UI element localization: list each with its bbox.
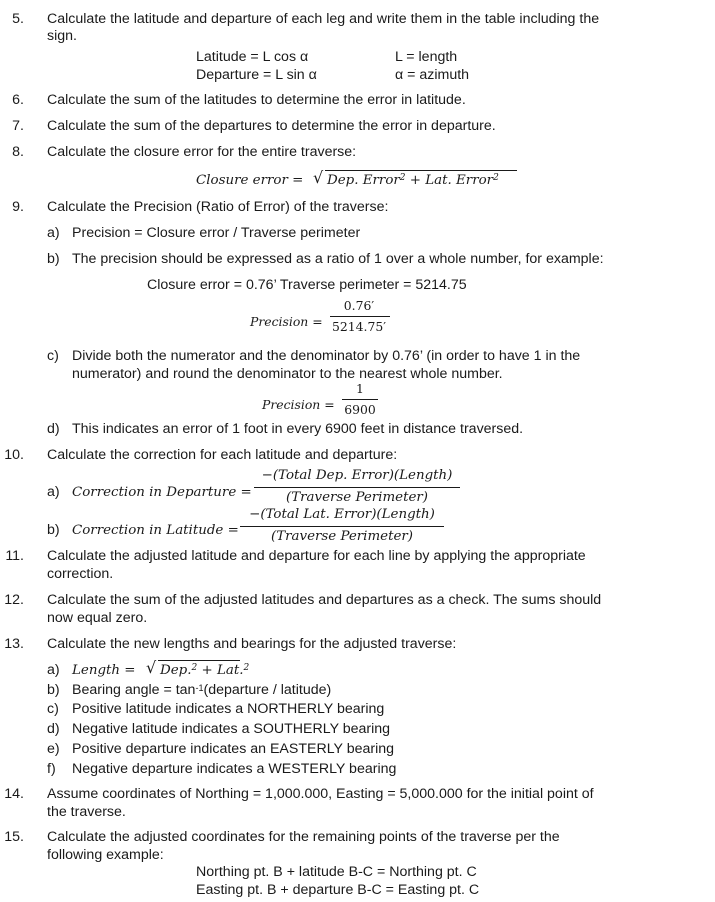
closure-error-radicand: Dep. Error$^2$ + Lat. Error$^2$: [327, 173, 499, 188]
sub-text: Precision = Closure error / Traverse perimeter: [72, 225, 361, 241]
item-text-cont: sign.: [47, 28, 77, 44]
length-formula-lhs: Length =: [72, 663, 136, 678]
item-number: 13.: [4, 636, 24, 652]
sqrt-overline: [158, 660, 240, 661]
item-text: Calculate the sum of the latitudes to determine the error in latitude.: [47, 92, 466, 108]
precision-numerator: 0.76′: [343, 298, 375, 313]
bearing-angle-formula: Bearing angle = $\tan^{-1}(departure$ / latitude): [72, 682, 332, 698]
precision-lhs: Precision =: [250, 314, 323, 329]
correction-departure-denominator: (Traverse Perimeter): [285, 490, 429, 505]
sub-label: f): [47, 761, 56, 777]
sub-text: Positive latitude indicates a NORTHERLY bearing: [72, 701, 385, 717]
item-number: 11.: [5, 548, 24, 564]
fraction-bar: [240, 526, 444, 527]
item-number: 12.: [4, 592, 24, 608]
sub-text: Divide both the numerator and the denominator by 0.76’ (in order to have 1 in the: [72, 348, 581, 364]
item-text: Calculate the latitude and departure of each leg and write them in the table including the: [47, 11, 600, 27]
item-number: 10.: [4, 447, 24, 463]
sub-label: d): [47, 721, 60, 737]
item-text: Calculate the adjusted latitude and departure for each line by applying the appropriate: [47, 548, 586, 564]
sub-label: c): [47, 701, 59, 717]
item-number: 14.: [4, 786, 24, 802]
example-northing: Northing pt. B + latitude B-C = Northing pt. C: [196, 864, 477, 880]
sqrt-symbol: √: [146, 658, 157, 677]
item-text: Calculate the new lengths and bearings for the adjusted traverse:: [47, 636, 457, 652]
fraction-bar: [254, 487, 460, 488]
item-number: 5.: [12, 11, 24, 27]
correction-departure-numerator: −(Total Dep. Error)(Length): [261, 468, 453, 483]
precision-denominator: 5214.75′: [331, 319, 387, 334]
item-text: Calculate the adjusted coordinates for the remaining points of the traverse per the: [47, 829, 560, 845]
sqrt-overline: [325, 170, 517, 171]
correction-latitude-denominator: (Traverse Perimeter): [270, 529, 414, 544]
item-text: Assume coordinates of Northing = 1,000.000, Easting = 5,000.000 for the initial point of: [47, 786, 594, 802]
fraction-bar: [342, 399, 378, 400]
item-text-cont: correction.: [47, 566, 114, 582]
item-text: Calculate the sum of the adjusted latitudes and departures as a check. The sums should: [47, 592, 602, 608]
fraction-bar: [330, 316, 390, 317]
sub-label: b): [47, 251, 60, 267]
item-number: 9.: [12, 199, 24, 215]
sub-text: Positive departure indicates an EASTERLY bearing: [72, 741, 395, 757]
item-text: Calculate the closure error for the entire traverse:: [47, 144, 357, 160]
item-text-cont: now equal zero.: [47, 610, 148, 626]
sub-label: a): [47, 662, 60, 678]
closure-error-lhs: Closure error =: [196, 173, 304, 188]
precision-numerator: 1: [356, 381, 364, 396]
length-definition: L = length: [395, 49, 458, 65]
sub-text: Negative latitude indicates a SOUTHERLY bearing: [72, 721, 391, 737]
latitude-formula: Latitude = L cos α: [196, 49, 309, 65]
item-number: 7.: [12, 118, 24, 134]
sub-label: a): [47, 484, 60, 500]
item-text-cont: the traverse.: [47, 804, 126, 820]
example-values: Closure error = 0.76’ Traverse perimeter = 5214.75: [147, 277, 467, 293]
precision-denominator: 6900: [344, 402, 376, 417]
sub-text: Negative departure indicates a WESTERLY bearing: [72, 761, 397, 777]
item-text: Calculate the correction for each latitude and departure:: [47, 447, 398, 463]
sub-label: b): [47, 682, 60, 698]
item-number: 6.: [12, 92, 24, 108]
example-easting: Easting pt. B + departure B-C = Easting pt. C: [196, 882, 480, 898]
correction-latitude-numerator: −(Total Lat. Error)(Length): [249, 507, 435, 522]
sub-label: c): [47, 348, 59, 364]
sub-text: The precision should be expressed as a ratio of 1 over a whole number, for example:: [72, 251, 604, 267]
sub-text: This indicates an error of 1 foot in every 6900 feet in distance traversed.: [72, 421, 524, 437]
item-number: 8.: [12, 144, 24, 160]
item-text-cont: following example:: [47, 847, 164, 863]
precision-lhs: Precision =: [262, 397, 335, 412]
departure-formula: Departure = L sin α: [196, 67, 317, 83]
sub-label: e): [47, 741, 60, 757]
sub-label: d): [47, 421, 60, 437]
sub-label: b): [47, 522, 60, 538]
azimuth-definition: α = azimuth: [395, 67, 470, 83]
correction-latitude-lhs: Correction in Latitude =: [72, 523, 239, 538]
item-text: Calculate the sum of the departures to determine the error in departure.: [47, 118, 496, 134]
length-formula-radicand: Dep.$^2$ + Lat.$^2$: [160, 663, 250, 678]
sub-text-cont: numerator) and round the denominator to the nearest whole number.: [72, 366, 503, 382]
correction-departure-lhs: Correction in Departure =: [72, 485, 252, 500]
sqrt-symbol: √: [313, 168, 324, 187]
item-number: 15.: [4, 829, 24, 845]
item-text: Calculate the Precision (Ratio of Error) of the traverse:: [47, 199, 389, 215]
sub-label: a): [47, 225, 60, 241]
